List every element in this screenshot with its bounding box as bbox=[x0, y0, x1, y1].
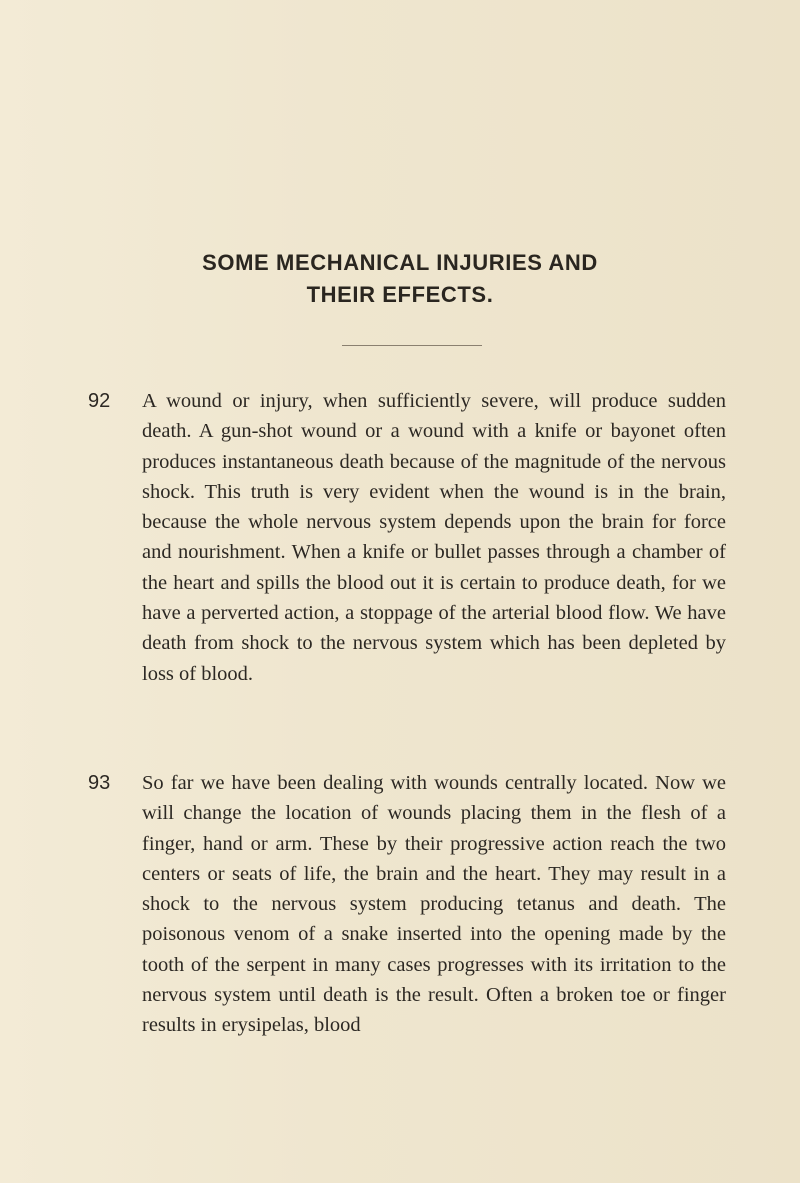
section-paragraph: A wound or injury, when sufficiently severe, will produce sudden death. A gun-shot wound or a wound with a knife or bayonet often produces instantaneous death because of the magnitude of the nervous shock. This truth is very evident when the wound is in the brain, because the whole nervous system depends upon the brain for force and nourishment. When a knife or bullet passes through a chamber of the heart and spills the blood out it is certain to produce death, for we have a perverted action, a stoppage of the arterial blood flow. We have death from shock to the nervous system which has been depleted by loss of blood. bbox=[142, 390, 726, 685]
section-paragraph: So far we have been dealing with wounds centrally located. Now we will change the location of wounds placing them in the flesh of a finger, hand or arm. These by their progressive action reach the two centers or seats of life, the brain and the heart. They may result in a shock to the nervous system producing tetanus and death. The poisonous venom of a snake inserted into the opening made by the tooth of the serpent in many cases progresses with its irritation to the nervous system until death is the result. Often a broken toe or finger results in erysipelas, blood bbox=[142, 772, 726, 1037]
title-divider bbox=[342, 345, 482, 346]
chapter-title-line-1: SOME MECHANICAL INJURIES AND bbox=[202, 250, 598, 275]
section-number: 92 bbox=[88, 390, 111, 412]
chapter-title-line-2: THEIR EFFECTS. bbox=[306, 282, 494, 307]
section-number: 93 bbox=[88, 772, 111, 794]
